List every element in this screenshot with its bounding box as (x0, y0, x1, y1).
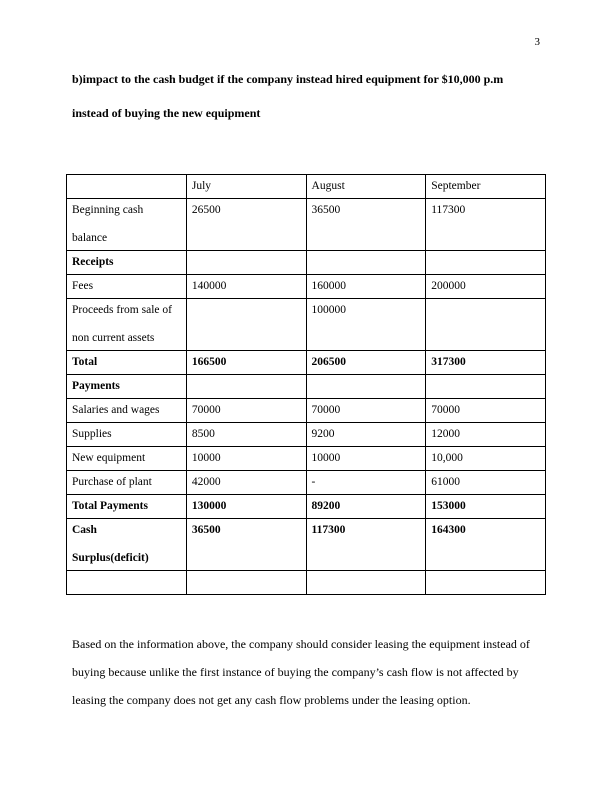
header-cell-july: July (186, 175, 306, 199)
table-row-proceeds (67, 299, 546, 351)
cell-september: 153000 (426, 495, 546, 519)
table-row-beginning-cash (67, 199, 546, 251)
table-row-empty (67, 571, 546, 595)
cell-august: 36500 (306, 199, 426, 251)
empty-cell (67, 571, 187, 595)
table-row-fees (67, 275, 546, 299)
cell-july: 130000 (186, 495, 306, 519)
row-label: New equipment (67, 447, 187, 471)
row-label (67, 519, 187, 571)
cell-august: 100000 (306, 299, 426, 351)
conclusion-line-1: Based on the information above, the company should consider leasing the equipment instead of (72, 637, 530, 651)
cell-september: 200000 (426, 275, 546, 299)
cell-august: - (306, 471, 426, 495)
header-cell (67, 175, 187, 199)
row-label (67, 199, 187, 251)
cell-august: 10000 (306, 447, 426, 471)
cash-budget-table (66, 174, 546, 595)
header-cell-september: September (426, 175, 546, 199)
row-label-line-2: non current assets (72, 332, 155, 344)
empty-cell (306, 571, 426, 595)
cell-september: 164300 (426, 519, 546, 571)
table-row-salaries (67, 399, 546, 423)
row-label: Fees (67, 275, 187, 299)
cell-september (426, 299, 546, 351)
row-label (67, 299, 187, 351)
table-header-row (67, 175, 546, 199)
cell-july: 42000 (186, 471, 306, 495)
table-row-purchase-of-plant (67, 471, 546, 495)
table-row-payments (67, 375, 546, 399)
conclusion-paragraph (72, 630, 542, 714)
cell-july (186, 299, 306, 351)
row-label-line-2: Surplus(deficit) (72, 552, 149, 564)
cell-september: 61000 (426, 471, 546, 495)
row-label-line-1: Cash (72, 524, 97, 536)
cell-august: 117300 (306, 519, 426, 571)
empty-cell (186, 571, 306, 595)
row-label: Total (67, 351, 187, 375)
row-label: Supplies (67, 423, 187, 447)
cell-july: 166500 (186, 351, 306, 375)
cell-august: 9200 (306, 423, 426, 447)
section-heading (72, 62, 542, 130)
conclusion-line-3: leasing the company does not get any cash flow problems under the leasing option. (72, 693, 471, 707)
cell-august: 160000 (306, 275, 426, 299)
table-row-receipts (67, 251, 546, 275)
cell-august (306, 375, 426, 399)
row-label-line-1: Beginning cash (72, 204, 144, 216)
cell-september: 10,000 (426, 447, 546, 471)
cell-august: 70000 (306, 399, 426, 423)
cell-july (186, 251, 306, 275)
cell-july: 10000 (186, 447, 306, 471)
table-row-total-payments (67, 495, 546, 519)
cell-september: 12000 (426, 423, 546, 447)
heading-line-2: instead of buying the new equipment (72, 106, 261, 120)
row-label: Total Payments (67, 495, 187, 519)
cell-august (306, 251, 426, 275)
conclusion-line-2: buying because unlike the first instance of buying the company’s cash flow is not affected by (72, 665, 519, 679)
cell-august: 206500 (306, 351, 426, 375)
heading-line-1: b)impact to the cash budget if the company instead hired equipment for $10,000 p.m (72, 72, 504, 86)
cell-september: 317300 (426, 351, 546, 375)
row-label: Purchase of plant (67, 471, 187, 495)
row-label: Payments (67, 375, 187, 399)
row-label: Salaries and wages (67, 399, 187, 423)
cell-july: 70000 (186, 399, 306, 423)
empty-cell (426, 571, 546, 595)
cell-september (426, 251, 546, 275)
cell-september: 70000 (426, 399, 546, 423)
cell-september: 117300 (426, 199, 546, 251)
page-number: 3 (534, 36, 540, 48)
row-label-line-2: balance (72, 232, 108, 244)
cell-september (426, 375, 546, 399)
cell-july: 36500 (186, 519, 306, 571)
table-row-supplies (67, 423, 546, 447)
header-cell-august: August (306, 175, 426, 199)
cell-july: 26500 (186, 199, 306, 251)
table-row-new-equipment (67, 447, 546, 471)
cell-july (186, 375, 306, 399)
cell-july: 8500 (186, 423, 306, 447)
table-row-cash-surplus (67, 519, 546, 571)
table-row-total (67, 351, 546, 375)
cell-july: 140000 (186, 275, 306, 299)
row-label-line-1: Proceeds from sale of (72, 304, 172, 316)
row-label: Receipts (67, 251, 187, 275)
cell-august: 89200 (306, 495, 426, 519)
